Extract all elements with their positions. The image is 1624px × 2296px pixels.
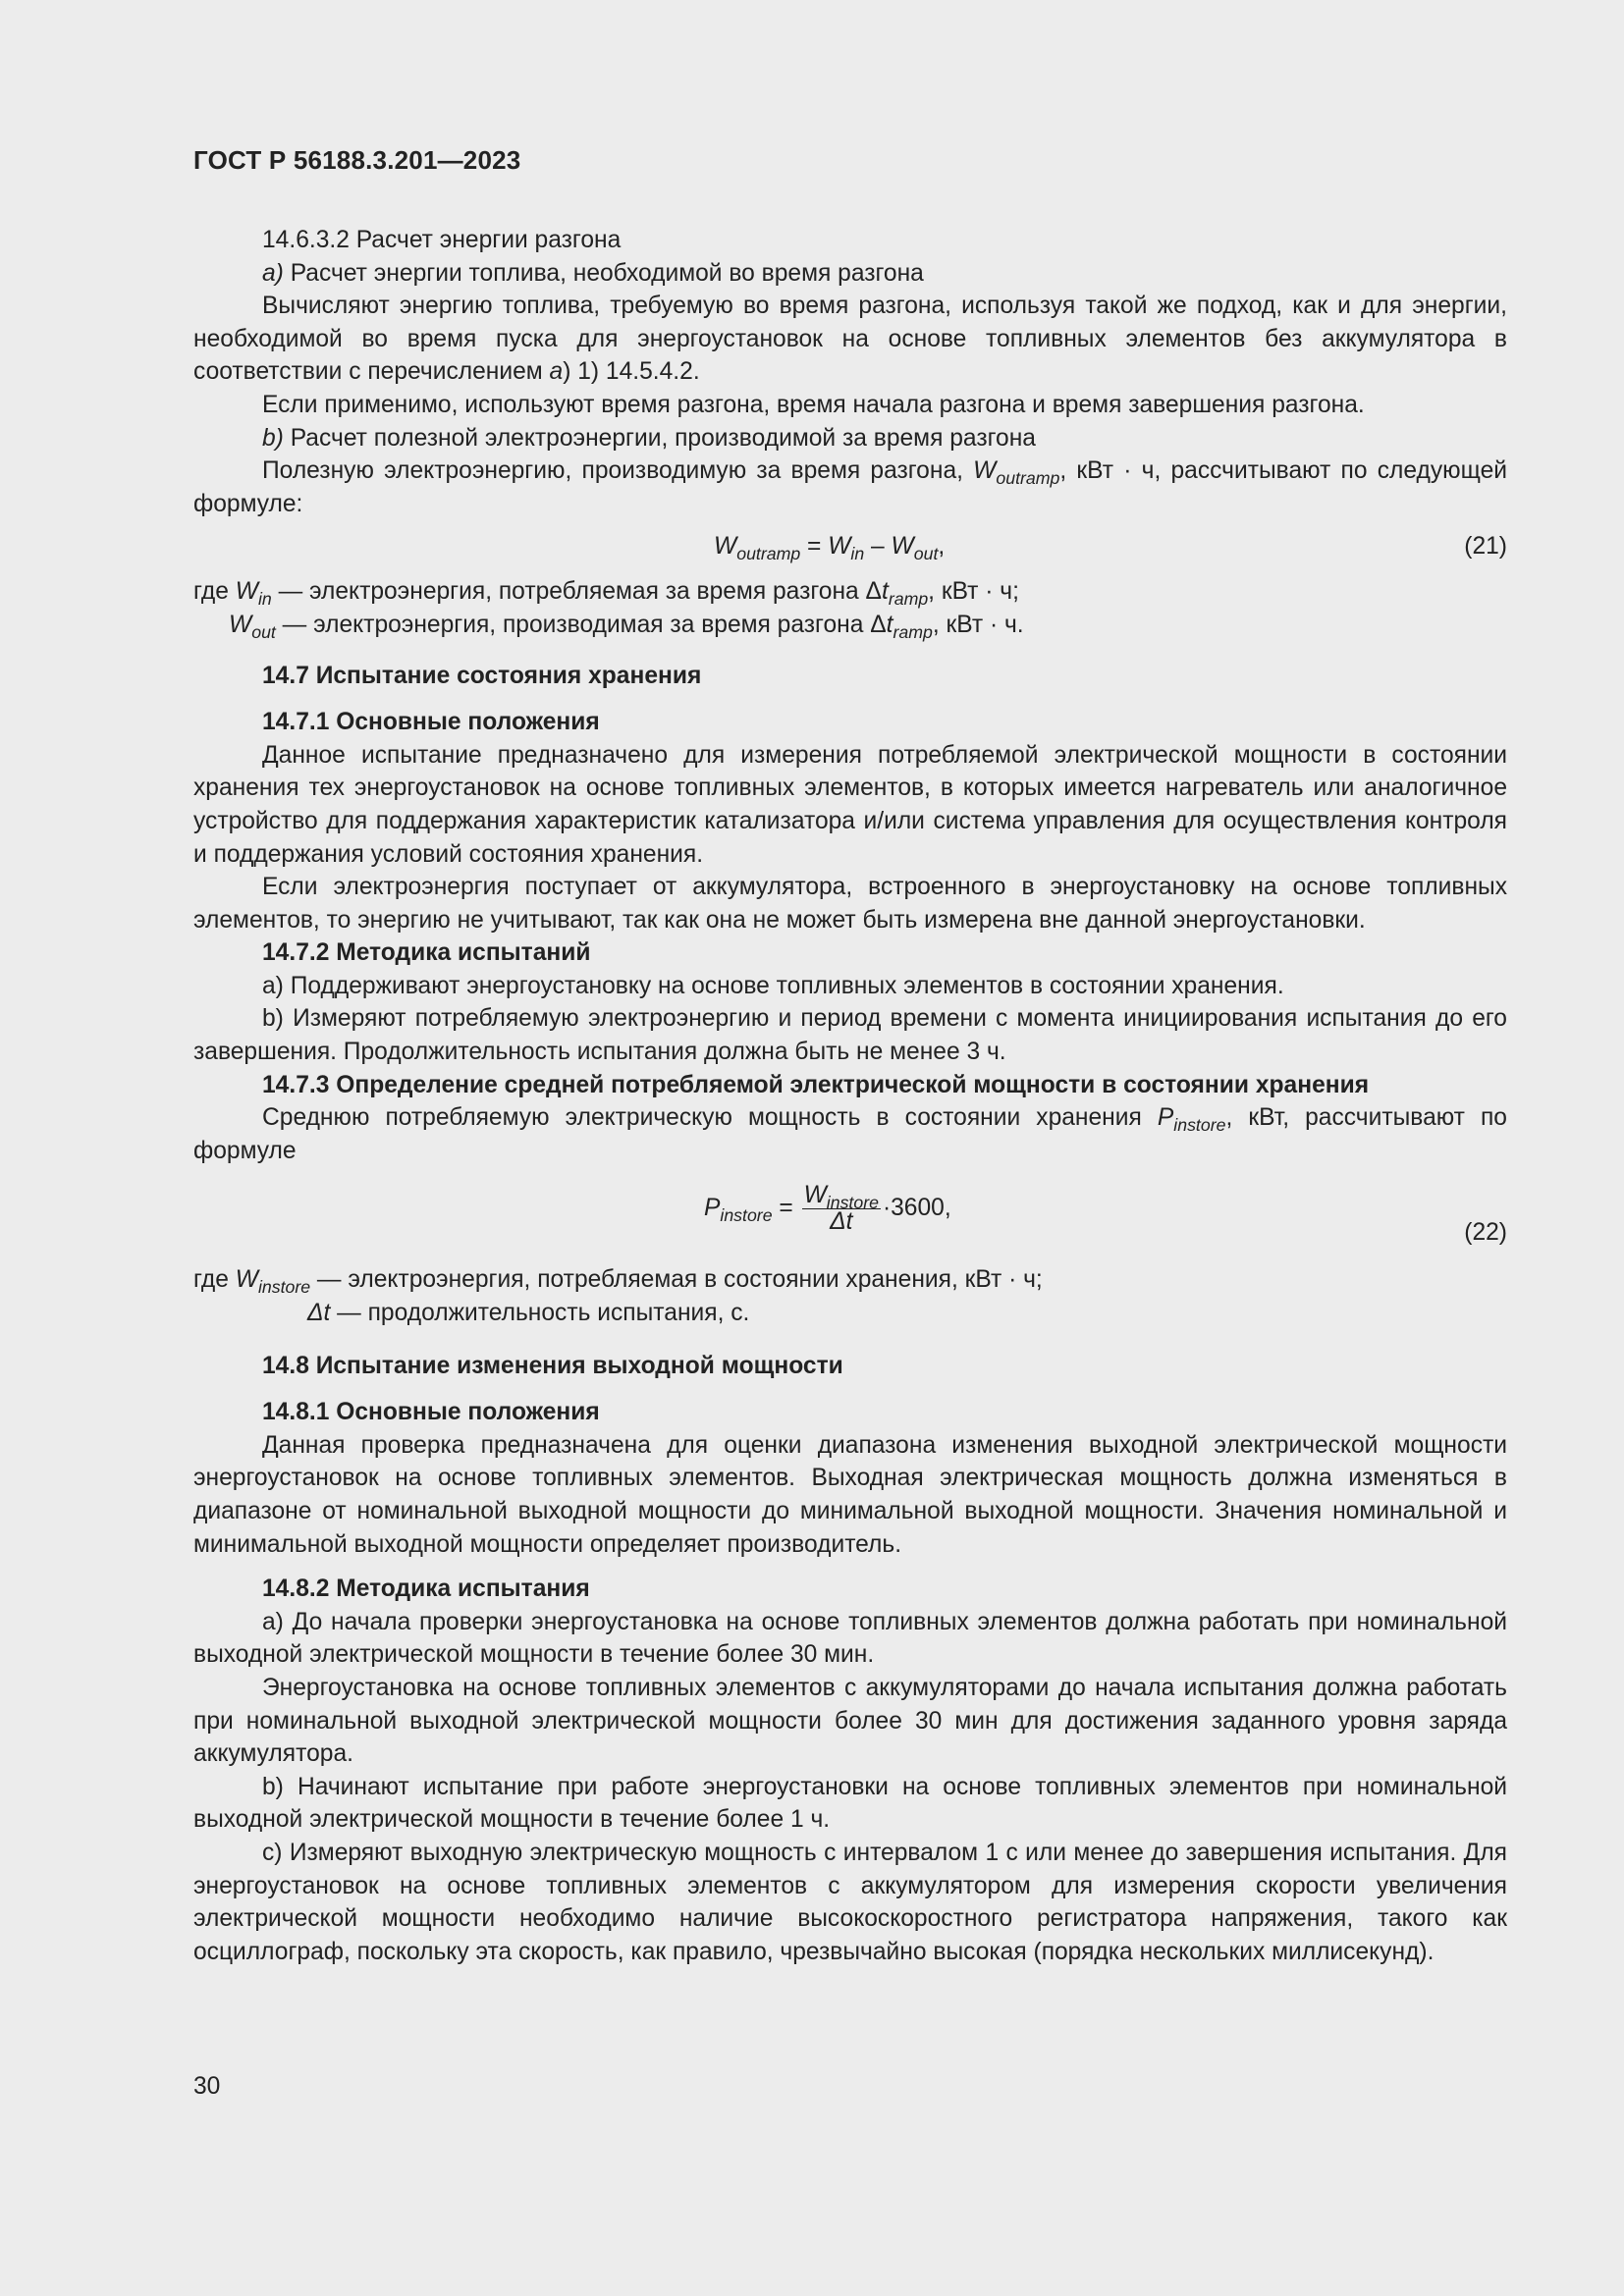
paragraph: Полезную электроэнергию, производимую за время разгона, $W_{outramp}$, кВт · ч, рассчитывают по следующей формуле: <box>193 457 1507 517</box>
section-title-14-8: 14.8 Испытание изменения выходной мощности <box>262 1352 843 1379</box>
where-line: где $W_{in}$ — электроэнергия, потребляемая за время разгона $\Delta t_{ramp}$, кВт · ч; <box>193 578 1019 610</box>
page-number: 30 <box>193 2073 221 2100</box>
section-title-14-7-1: 14.7.1 Основные положения <box>262 709 600 736</box>
item-b: b) Расчет полезной электроэнергии, производимой за время разгона <box>262 424 1036 452</box>
item-c: с) Измеряют выходную электрическую мощность с интервалом 1 с или менее до завершения испытания. Для энергоустановок на основе топливных элементов с аккумулятором для измерения скорости увеличения электрической мощности необходимо наличие высокоскоростного регистратора напряжения, такого как осциллограф, поскольку эта скорость, как правило, чрезвычайно высокая (порядка нескольких миллисекунд). <box>193 1839 1507 1965</box>
section-title-14-8-2: 14.8.2 Методика испытания <box>262 1575 590 1603</box>
section-title-14-8-1: 14.8.1 Основные положения <box>262 1399 600 1426</box>
item-a: а) Поддерживают энергоустановку на основе топливных элементов в состоянии хранения. <box>262 972 1284 999</box>
item-a: а) Расчет энергии топлива, необходимой во время разгона <box>262 259 924 287</box>
section-title-14-7: 14.7 Испытание состояния хранения <box>262 662 702 689</box>
formula-number: (22) <box>1464 1219 1507 1247</box>
paragraph: Вычисляют энергию топлива, требуемую во время разгона, используя такой же подход, как и для энергии, необходимой во время пуска для энергоустановок на основе топливных элементов без аккумулятора в соответствии с перечислением а) 1) 14.5.4.2. <box>193 293 1507 386</box>
formula-22 <box>193 1183 1507 1254</box>
formula-21 <box>193 524 1507 569</box>
section-title-14-7-3: 14.7.3 Определение средней потребляемой электрической мощности в состоянии хранения <box>262 1071 1370 1098</box>
document-body <box>193 224 1507 1968</box>
fraction: $\frac{W_{instore}}{\Delta t}$ <box>803 1182 879 1236</box>
formula-expression: $P_{instore}$ = $\frac{W_{instore}}{\Delta t}$ ·3600, <box>704 1182 951 1236</box>
where-line: где $W_{instore}$ — электроэнергия, потребляемая в состоянии хранения, кВт · ч; <box>193 1266 1043 1298</box>
paragraph: Если применимо, используют время разгона, время начала разгона и время завершения разгона. <box>262 391 1365 418</box>
item-a: а) До начала проверки энергоустановка на основе топливных элементов должна работать при номинальной выходной электрической мощности в течение более 30 мин. <box>193 1608 1507 1669</box>
paragraph: Энергоустановка на основе топливных элементов с аккумуляторами до начала испытания должна работать при номинальной выходной электрической мощности более 30 мин для достижения заданного уровня заряда аккумулятора. <box>193 1674 1507 1768</box>
item-b: b) Измеряют потребляемую электроэнергию и период времени с момента инициирования испытания до его завершения. Продолжительность испытания должна быть не менее 3 ч. <box>193 1005 1507 1066</box>
formula-number: (21) <box>1464 533 1507 561</box>
where-line: Δt — продолжительность испытания, с. <box>307 1300 750 1327</box>
section-title-14-7-2: 14.7.2 Методика испытаний <box>262 939 591 967</box>
paragraph: Данное испытание предназначено для измерения потребляемой электрической мощности в состоянии хранения тех энергоустановок на основе топливных элементов, в которых имеется нагреватель или аналогичное устройство для поддержания характеристик катализатора и/или система управления для осуществления контроля и поддержания условий состояния хранения. <box>193 741 1507 868</box>
paragraph: Данная проверка предназначена для оценки диапазона изменения выходной электрической мощности энергоустановок на основе топливных элементов. Выходная электрическая мощность должна изменяться в диапазоне от номинальной выходной мощности до минимальной выходной мощности. Значения номинальной и минимальной выходной мощности определяет производитель. <box>193 1431 1507 1558</box>
where-line: $W_{out}$ — электроэнергия, производимая за время разгона $\Delta t_{ramp}$, кВт · ч. <box>229 611 1024 643</box>
item-b: b) Начинают испытание при работе энергоустановки на основе топливных элементов при номинальной выходной электрической мощности в течение более 1 ч. <box>193 1773 1507 1834</box>
paragraph: Если электроэнергия поступает от аккумулятора, встроенного в энергоустановку на основе топливных элементов, то энергию не учитывают, так как она не может быть измерена вне данной энергоустановки. <box>193 874 1507 934</box>
formula-expression: $W_{outramp} = W_{in} - W_{out}$, <box>714 533 946 564</box>
document-header: ГОСТ Р 56188.3.201—2023 <box>193 145 521 175</box>
paragraph: Среднюю потребляемую электрическую мощность в состоянии хранения $P_{instore}$, кВт, рассчитывают по формуле <box>193 1104 1507 1164</box>
section-title-14-6-3-2: 14.6.3.2 Расчет энергии разгона <box>262 227 622 253</box>
